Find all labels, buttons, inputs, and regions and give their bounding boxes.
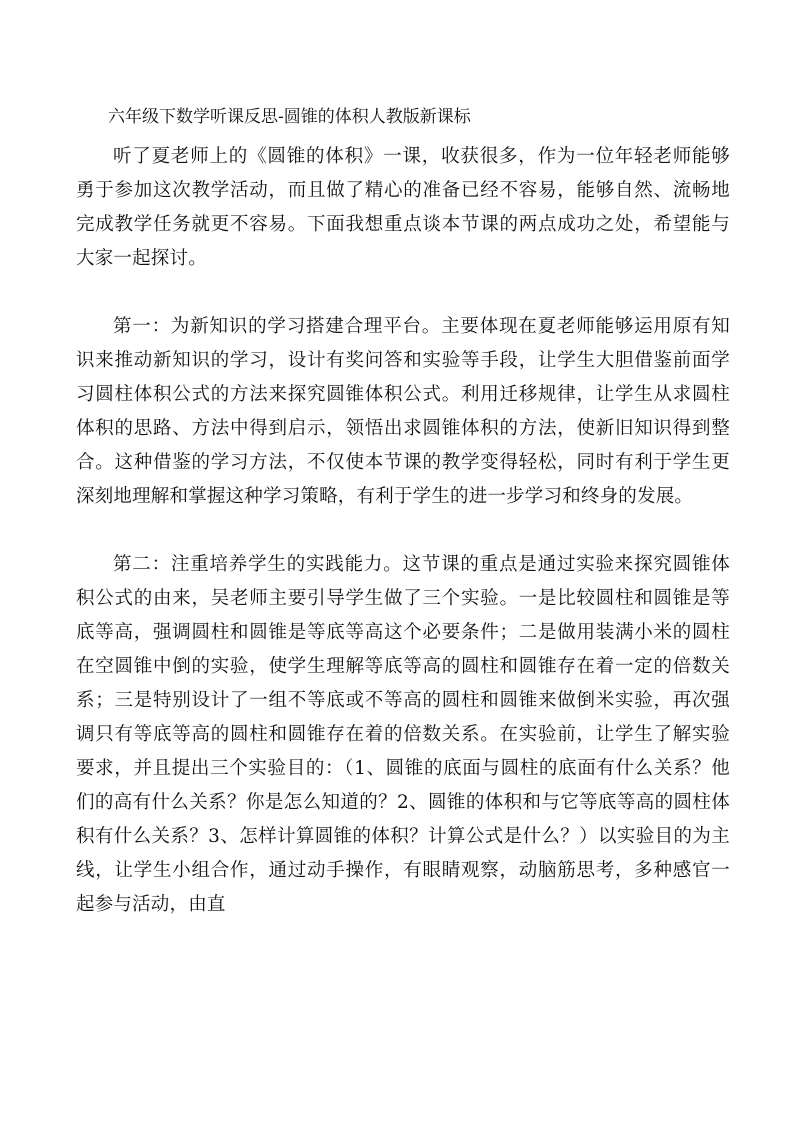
document-title: 六年级下数学听课反思-圆锥的体积人教版新课标 [108, 107, 471, 127]
document-body [76, 100, 730, 922]
paragraph-intro: 听了夏老师上的《圆锥的体积》一课，收获很多，作为一位年轻老师能够勇于参加这次教学活动，而且做了精心的准备已经不容易，能够自然、流畅地完成教学任务就更不容易。下面我想重点谈本节课的两点成功之处，希望能与大家一起探讨。 [76, 146, 730, 269]
paragraph-point-two: 第二：注重培养学生的实践能力。这节课的重点是通过实验来探究圆锥体积公式的由来，吴老师主要引导学生做了三个实验。一是比较圆柱和圆锥是等底等高，强调圆柱和圆锥是等底等高这个必要条件；二是做用装满小米的圆柱在空圆锥中倒的实验，使学生理解等底等高的圆柱和圆锥存在着一定的倍数关系；三是特别设计了一组不等底或不等高的圆柱和圆锥来做倒米实验，再次强调只有等底等高的圆柱和圆锥存在着的倍数关系。在实验前，让学生了解实验要求，并且提出三个实验目的：（1、圆锥的底面与圆柱的底面有什么关系？他们的高有什么关系？你是怎么知道的？2、圆锥的体积和与它等底等高的圆柱体积有什么关系？3、怎样计算圆锥的体积？计算公式是什么？）以实验目的为主线，让学生小组合作，通过动手操作，有眼睛观察，动脑筋思考，多种感官一起参与活动，由直 [76, 554, 730, 915]
paragraph-point-one: 第一：为新知识的学习搭建合理平台。主要体现在夏老师能够运用原有知识来推动新知识的学习，设计有奖问答和实验等手段，让学生大胆借鉴前面学习圆柱体积公式的方法来探究圆锥体积公式。利用迁移规律，让学生从求圆柱体积的思路、方法中得到启示，领悟出求圆锥体积的方法，使新旧知识得到整合。这种借鉴的学习方法，不仅使本节课的教学变得轻松，同时有利于学生更深刻地理解和掌握这种学习策略，有利于学生的进一步学习和终身的发展。 [76, 316, 730, 507]
